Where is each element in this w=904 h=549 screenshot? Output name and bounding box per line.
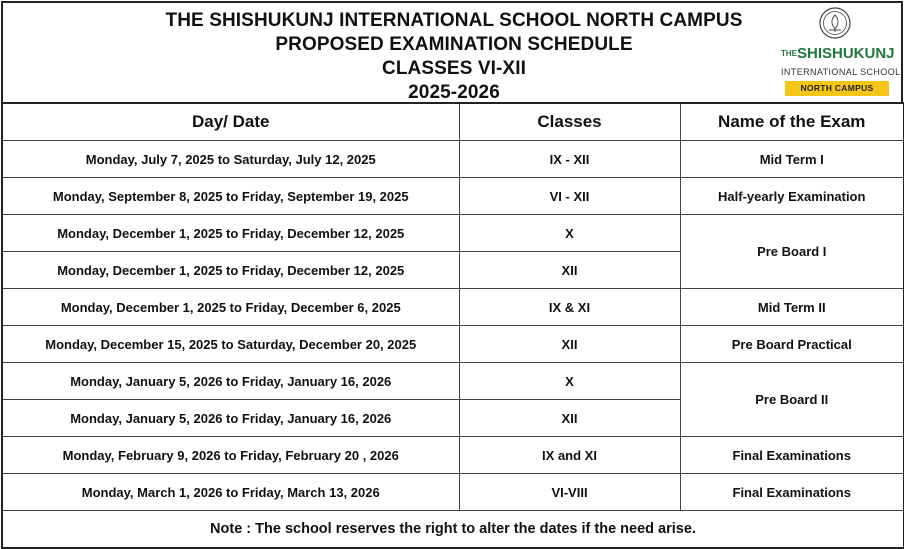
exam-schedule-table (1, 102, 904, 549)
table-row (2, 437, 904, 474)
logo-brand-name: SHISHUKUNJ (797, 45, 895, 62)
classes-cell: VI - XII (459, 178, 680, 215)
exam-cell: Pre Board I (680, 215, 904, 289)
classes-cell: X (459, 363, 680, 400)
classes-cell: IX - XII (459, 141, 680, 178)
classes-cell: XII (459, 326, 680, 363)
date-cell: Monday, July 7, 2025 to Saturday, July 12, 2025 (2, 141, 459, 178)
date-cell: Monday, September 8, 2025 to Friday, September 19, 2025 (2, 178, 459, 215)
exam-cell: Final Examinations (680, 474, 904, 511)
date-cell: Monday, January 5, 2026 to Friday, January 16, 2026 (2, 400, 459, 437)
school-emblem-icon (819, 7, 851, 39)
classes-cell: VI-VIII (459, 474, 680, 511)
exam-cell: Half-yearly Examination (680, 178, 904, 215)
exam-cell: Final Examinations (680, 437, 904, 474)
logo-subtitle: INTERNATIONAL SCHOOL (781, 67, 901, 77)
exam-cell: Pre Board II (680, 363, 904, 437)
table-row (2, 326, 904, 363)
classes-cell: IX and XI (459, 437, 680, 474)
note-row (2, 511, 904, 549)
table-row (2, 141, 904, 178)
column-header-exam: Name of the Exam (680, 103, 904, 141)
document-header (1, 1, 903, 103)
classes-cell: X (459, 215, 680, 252)
exam-cell: Mid Term II (680, 289, 904, 326)
logo-brand (781, 45, 893, 63)
table-row (2, 215, 904, 252)
date-cell: Monday, March 1, 2026 to Friday, March 13, 2026 (2, 474, 459, 511)
exam-cell: Pre Board Practical (680, 326, 904, 363)
logo-the: THE (781, 49, 797, 58)
date-cell: Monday, January 5, 2026 to Friday, January 16, 2026 (2, 363, 459, 400)
column-header-date: Day/ Date (2, 103, 459, 141)
date-cell: Monday, December 1, 2025 to Friday, December 12, 2025 (2, 252, 459, 289)
table-row (2, 289, 904, 326)
classes-cell: XII (459, 400, 680, 437)
table-header-row (2, 103, 904, 141)
schedule-title: PROPOSED EXAMINATION SCHEDULE (275, 34, 633, 55)
classes-cell: IX & XI (459, 289, 680, 326)
table-row (2, 178, 904, 215)
session-title: 2025-2026 (408, 82, 500, 103)
date-cell: Monday, December 1, 2025 to Friday, December 6, 2025 (2, 289, 459, 326)
date-cell: Monday, December 1, 2025 to Friday, December 12, 2025 (2, 215, 459, 252)
school-name-title: THE SHISHUKUNJ INTERNATIONAL SCHOOL NORTH CAMPUS (165, 10, 743, 31)
classes-cell: XII (459, 252, 680, 289)
title-block (3, 9, 904, 105)
table-row (2, 363, 904, 400)
exam-cell: Mid Term I (680, 141, 904, 178)
school-logo (781, 7, 901, 101)
date-cell: Monday, December 15, 2025 to Saturday, December 20, 2025 (2, 326, 459, 363)
logo-campus-bar: NORTH CAMPUS (785, 81, 889, 96)
classes-title: CLASSES VI-XII (382, 58, 526, 79)
schedule-note: Note : The school reserves the right to alter the dates if the need arise. (2, 511, 904, 549)
column-header-classes: Classes (459, 103, 680, 141)
date-cell: Monday, February 9, 2026 to Friday, February 20 , 2026 (2, 437, 459, 474)
table-row (2, 474, 904, 511)
